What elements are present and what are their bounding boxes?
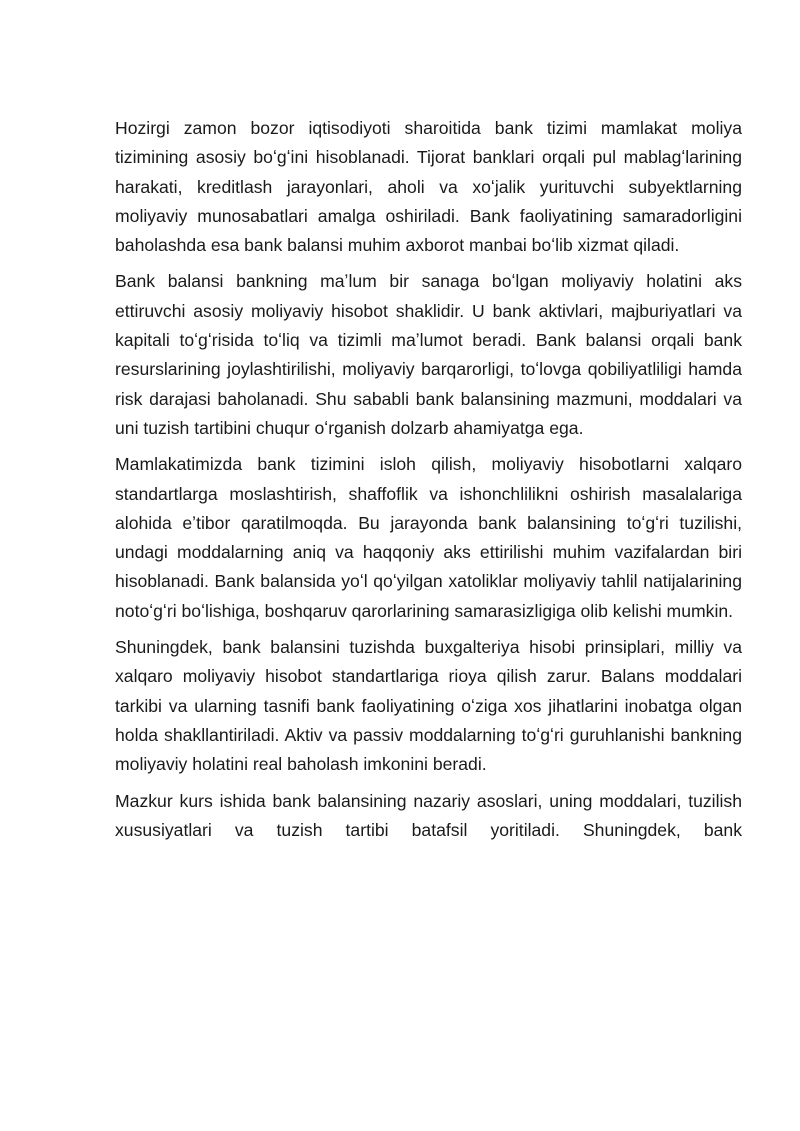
- paragraph-3: Mamlakatimizda bank tizimini isloh qilish, moliyaviy hisobotlarni xalqaro standartlarga moslashtirish, shaffoflik va ishonchlilikni oshirish masalalariga alohida eʼtibor qaratilmoqda. Bu jarayonda bank balansining toʻgʻri tuzilishi, undagi moddalarning aniq va haqqoniy aks ettirilishi muhim vazifalardan biri hisoblanadi. Bank balansida yoʻl qoʻyilgan xatoliklar moliyaviy tahlil natijalarining notoʻgʻri boʻlishiga, boshqaruv qarorlarining samarasizligiga olib kelishi mumkin.: [115, 454, 742, 621]
- paragraph-4: Shuningdek, bank balansini tuzishda buxgalteriya hisobi prinsiplari, milliy va xalqaro moliyaviy hisobot standartlariga rioya qilish zarur. Balans moddalari tarkibi va ularning tasnifi bank faoliyatining oʻziga xos jihatlarini inobatga olgan holda shakllantiriladi. Aktiv va passiv moddalarning toʻgʻri guruhlanishi bankning moliyaviy holatini real baholash imkonini beradi.: [115, 637, 742, 775]
- paragraph-2: Bank balansi bankning maʼlum bir sanaga boʻlgan moliyaviy holatini aks ettiruvchi asosiy moliyaviy hisobot shaklidir. U bank aktivlari, majburiyatlari va kapitali toʻgʻrisida toʻliq va tizimli maʼlumot beradi. Bank balansi orqali bank resurslarining joylashtirilishi, moliyaviy barqarorligi, toʻlovga qobiliyatliligi hamda risk darajasi baholanadi. Shu sababli bank balansining mazmuni, moddalari va uni tuzish tartibini chuqur oʻrganish dolzarb ahamiyatga ega.: [115, 271, 742, 438]
- paragraph-5: Mazkur kurs ishida bank balansining nazariy asoslari, uning moddalari, tuzilish xususiyatlari va tuzish tartibi batafsil yoritiladi. Shuningdek, bank: [115, 790, 742, 840]
- document-page: [115, 114, 742, 852]
- paragraph-1: Hozirgi zamon bozor iqtisodiyoti sharoitida bank tizimi mamlakat moliya tizimining asosiy boʻgʻini hisoblanadi. Tijorat banklari orqali pul mablagʻlarining harakati, kreditlash jarayonlari, aholi va xoʻjalik yurituvchi subyektlarning moliyaviy munosabatlari amalga oshiriladi. Bank faoliyatining samaradorligini baholashda esa bank balansi muhim axborot manbai boʻlib xizmat qiladi.: [115, 118, 742, 256]
